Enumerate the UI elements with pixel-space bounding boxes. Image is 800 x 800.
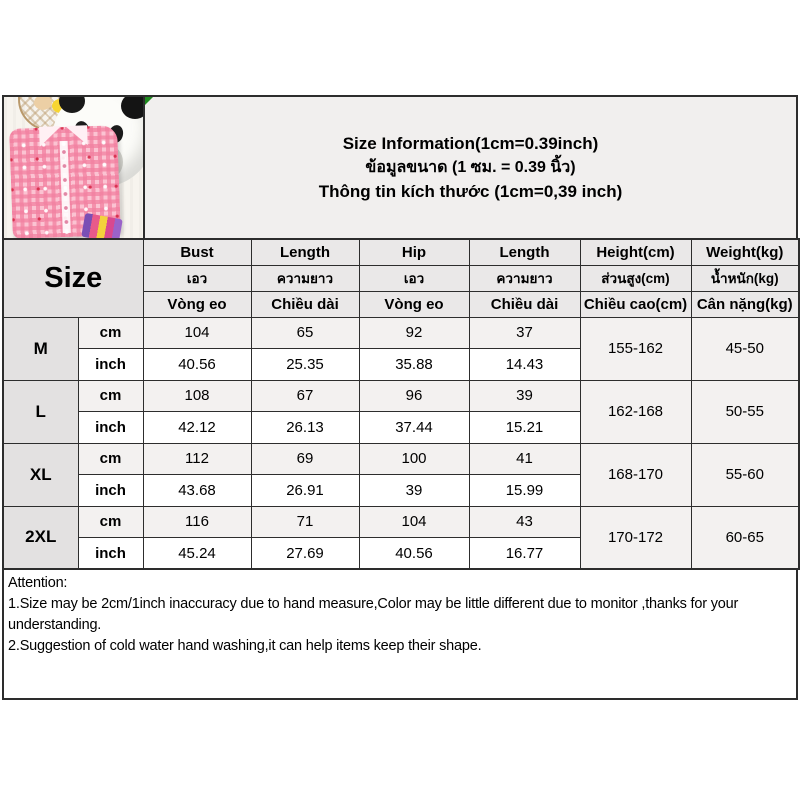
l-inch-length2: 15.21	[469, 412, 580, 444]
unit-inch: inch	[78, 475, 143, 507]
col-header-length-vi: Chiều dài	[251, 291, 359, 317]
xl-inch-hip: 39	[359, 475, 469, 507]
2xl-inch-bust: 45.24	[143, 538, 251, 570]
xl-cm-length: 69	[251, 443, 359, 475]
xl-cm-hip: 100	[359, 443, 469, 475]
xl-inch-length2: 15.99	[469, 475, 580, 507]
title-thai: ข้อมูลขนาด (1 ซม. = 0.39 นิ้ว)	[365, 158, 576, 176]
unit-inch: inch	[78, 412, 143, 444]
l-inch-hip: 37.44	[359, 412, 469, 444]
col-header-length2-vi: Chiều dài	[469, 291, 580, 317]
title-cell	[145, 97, 796, 238]
2xl-inch-length2: 16.77	[469, 538, 580, 570]
content-area	[2, 95, 798, 700]
col-header-height-th: ส่วนสูง(cm)	[580, 265, 691, 291]
xl-inch-length: 26.91	[251, 475, 359, 507]
xl-weight: 55-60	[691, 443, 799, 506]
col-header-height-en: Height(cm)	[580, 239, 691, 265]
2xl-cm-length2: 43	[469, 506, 580, 538]
unit-cm: cm	[78, 380, 143, 412]
xl-height: 168-170	[580, 443, 691, 506]
product-photo	[4, 97, 145, 238]
xl-inch-bust: 43.68	[143, 475, 251, 507]
row-2xl-cm	[3, 506, 799, 538]
xl-cm-bust: 112	[143, 443, 251, 475]
2xl-cm-hip: 104	[359, 506, 469, 538]
m-cm-length2: 37	[469, 317, 580, 349]
2xl-inch-length: 27.69	[251, 538, 359, 570]
l-height: 162-168	[580, 380, 691, 443]
l-cm-hip: 96	[359, 380, 469, 412]
row-xl-cm	[3, 443, 799, 475]
2xl-height: 170-172	[580, 506, 691, 569]
size-label-xl: XL	[3, 443, 78, 506]
l-weight: 50-55	[691, 380, 799, 443]
l-cm-length2: 39	[469, 380, 580, 412]
attention-box	[2, 568, 798, 700]
m-cm-length: 65	[251, 317, 359, 349]
attention-line-1: 1.Size may be 2cm/1inch inaccuracy due to hand measure,Color may be little different due to monitor ,thanks for your understanding.	[8, 596, 739, 633]
title-english: Size Information(1cm=0.39inch)	[342, 133, 599, 153]
col-header-hip-vi: Vòng eo	[359, 291, 469, 317]
header-row-en	[3, 239, 799, 265]
size-header: Size	[3, 239, 143, 317]
xl-cm-length2: 41	[469, 443, 580, 475]
l-inch-bust: 42.12	[143, 412, 251, 444]
unit-inch: inch	[78, 538, 143, 570]
title-vietnamese: Thông tin kích thước (1cm=0,39 inch)	[318, 181, 623, 201]
col-header-height-vi: Chiều cao(cm)	[580, 291, 691, 317]
size-label-l: L	[3, 380, 78, 443]
size-label-m: M	[3, 317, 78, 380]
col-header-length-en: Length	[251, 239, 359, 265]
2xl-cm-length: 71	[251, 506, 359, 538]
col-header-weight-en: Weight(kg)	[691, 239, 799, 265]
col-header-hip-en: Hip	[359, 239, 469, 265]
col-header-weight-th: น้ำหนัก(kg)	[691, 265, 799, 291]
pajama-button-placket	[60, 141, 71, 233]
col-header-length2-en: Length	[469, 239, 580, 265]
col-header-bust-th: เอว	[143, 265, 251, 291]
m-inch-length: 25.35	[251, 349, 359, 381]
col-header-weight-vi: Cân nặng(kg)	[691, 291, 799, 317]
row-m-cm	[3, 317, 799, 349]
2xl-weight: 60-65	[691, 506, 799, 569]
m-cm-bust: 104	[143, 317, 251, 349]
m-inch-hip: 35.88	[359, 349, 469, 381]
col-header-hip-th: เอว	[359, 265, 469, 291]
2xl-inch-hip: 40.56	[359, 538, 469, 570]
attention-line-2: 2.Suggestion of cold water hand washing,it can help items keep their shape.	[8, 638, 482, 654]
m-cm-hip: 92	[359, 317, 469, 349]
row-l-cm	[3, 380, 799, 412]
m-weight: 45-50	[691, 317, 799, 380]
unit-cm: cm	[78, 506, 143, 538]
l-inch-length: 26.13	[251, 412, 359, 444]
unit-inch: inch	[78, 349, 143, 381]
col-header-bust-en: Bust	[143, 239, 251, 265]
unit-cm: cm	[78, 317, 143, 349]
col-header-length-th: ความยาว	[251, 265, 359, 291]
top-row	[2, 95, 798, 240]
unit-cm: cm	[78, 443, 143, 475]
m-height: 155-162	[580, 317, 691, 380]
2xl-cm-bust: 116	[143, 506, 251, 538]
l-cm-length: 67	[251, 380, 359, 412]
attention-heading: Attention:	[8, 575, 68, 591]
m-inch-length2: 14.43	[469, 349, 580, 381]
col-header-length2-th: ความยาว	[469, 265, 580, 291]
panda-ear	[121, 97, 145, 119]
panda-ear	[59, 97, 85, 113]
green-corner-marker-icon	[145, 97, 153, 105]
m-inch-bust: 40.56	[143, 349, 251, 381]
col-header-bust-vi: Vòng eo	[143, 291, 251, 317]
size-label-2xl: 2XL	[3, 506, 78, 569]
l-cm-bust: 108	[143, 380, 251, 412]
size-table	[2, 238, 800, 570]
